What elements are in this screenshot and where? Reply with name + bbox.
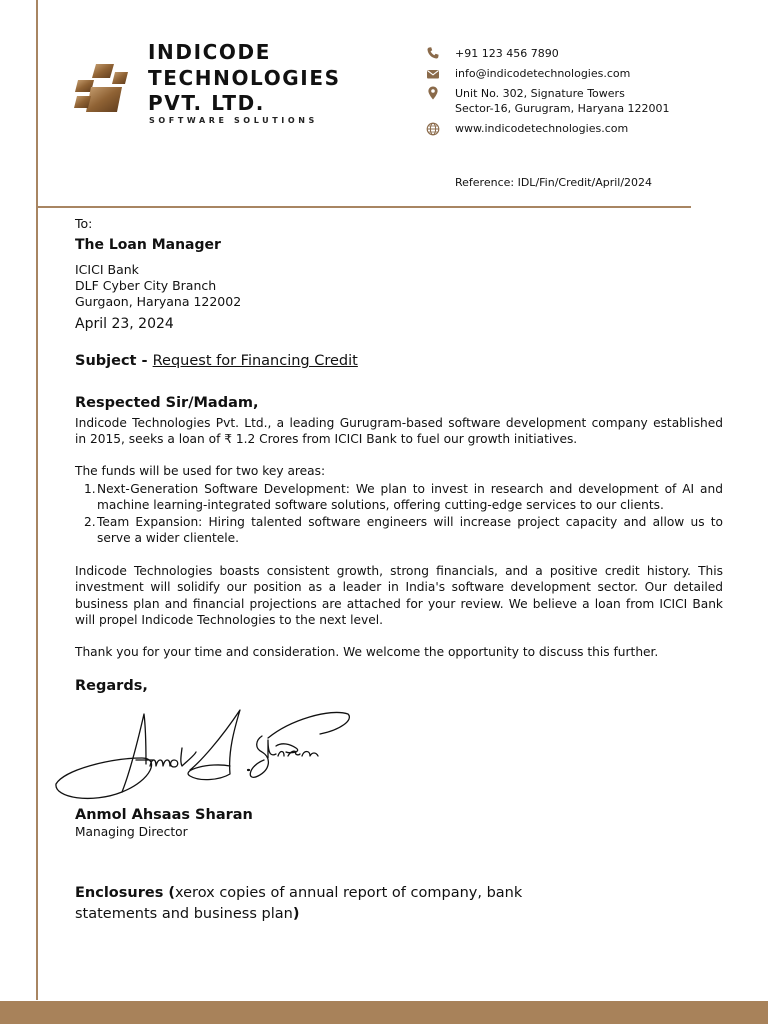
mail-icon	[426, 67, 440, 81]
company-name	[148, 40, 341, 117]
subject-text: Request for Financing Credit	[152, 353, 358, 369]
phone-number: +91 123 456 7890	[455, 47, 559, 60]
enclosures-close: )	[292, 906, 300, 922]
recipient-address-line-1: ICICI Bank	[75, 262, 139, 277]
company-logo	[74, 62, 128, 116]
email-address: info@indicodetechnologies.com	[455, 67, 631, 80]
company-tagline: SOFTWARE SOLUTIONS	[149, 116, 318, 125]
enclosures	[75, 883, 535, 925]
subject-separator: -	[136, 353, 153, 369]
list-item-text: Next-Generation Software Development: We plan to invest in research and development of AI and machine learning-integrated software solutions, offering cutting-edge services to our clients.	[97, 482, 723, 513]
address-line-2: Sector-16, Gurugram, Haryana 122001	[455, 102, 670, 115]
list-item-text: Team Expansion: Hiring talented software engineers will increase project capacity and allow us to serve a wider clientele.	[97, 514, 723, 545]
header-divider	[36, 206, 691, 208]
handwritten-signature	[50, 700, 360, 805]
footer-bar	[0, 1001, 768, 1024]
reference-number: Reference: IDL/Fin/Credit/April/2024	[455, 176, 653, 189]
enclosures-text: xerox copies of annual report of company, bank statements and business plan	[75, 885, 523, 922]
recipient-title: The Loan Manager	[75, 237, 221, 253]
signer-role: Managing Director	[75, 825, 188, 839]
company-name-line-3: PVT. LTD.	[148, 91, 265, 115]
funding-areas-list	[84, 481, 723, 546]
recipient-address-line-2: DLF Cyber City Branch	[75, 278, 217, 293]
list-item	[84, 481, 723, 514]
company-name-line-1: INDICODE	[148, 40, 271, 64]
list-item-number: 2.	[84, 514, 96, 529]
subject-label: Subject	[75, 353, 137, 369]
body-paragraph-2: The funds will be used for two key areas:	[75, 464, 326, 478]
address-line-1: Unit No. 302, Signature Towers	[455, 87, 625, 100]
location-pin-icon	[426, 86, 440, 100]
body-paragraph-3: Indicode Technologies boasts consistent growth, strong financials, and a positive credit history. This investment will solidify our position as a leader in India's software development sector. Our detailed business plan and financial projections are attached for your review. We believe a loan from ICICI Bank will propel Indicode Technologies to the next level.	[75, 564, 723, 627]
body-paragraph-4: Thank you for your time and consideration. We welcome the opportunity to discuss this further.	[75, 645, 659, 659]
list-item	[84, 514, 723, 547]
closing: Regards,	[75, 678, 148, 694]
enclosures-label: Enclosures (	[75, 885, 175, 901]
left-border-line	[36, 0, 38, 1000]
recipient-address-line-3: Gurgaon, Haryana 122002	[75, 294, 242, 309]
subject-line	[75, 353, 358, 369]
phone-icon	[426, 46, 440, 60]
signer-name: Anmol Ahsaas Sharan	[75, 807, 253, 823]
website-url: www.indicodetechnologies.com	[455, 122, 629, 135]
globe-icon	[426, 122, 440, 136]
salutation: Respected Sir/Madam,	[75, 395, 259, 411]
company-name-line-2: TECHNOLOGIES	[148, 65, 341, 90]
to-label: To:	[75, 216, 93, 231]
list-item-number: 1.	[84, 482, 96, 496]
letter-date: April 23, 2024	[75, 316, 174, 332]
body-paragraph-1: Indicode Technologies Pvt. Ltd., a leading Gurugram-based software development company established in 2015, seeks a loan of ₹ 1.2 Crores from ICICI Bank to fuel our growth initiatives.	[75, 416, 723, 447]
